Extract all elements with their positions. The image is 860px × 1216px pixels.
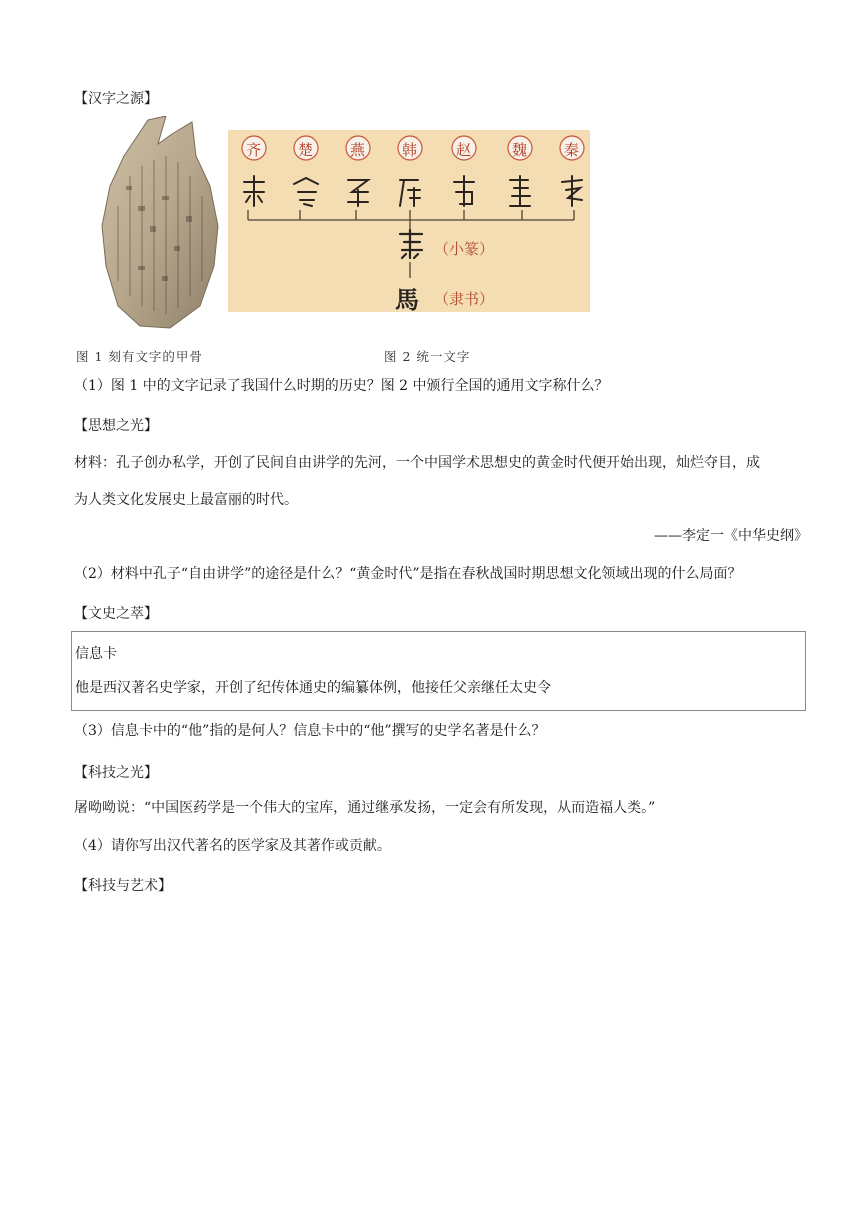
material-line-2: 为人类文化发展史上最富丽的时代。 <box>74 492 298 508</box>
section-heading-thought: 【思想之光】 <box>74 418 158 434</box>
label-small-seal: （小篆） <box>434 240 495 258</box>
section-heading-tech-art: 【科技与艺术】 <box>74 878 172 894</box>
question-4: （4）请你写出汉代著名的医学家及其著作或贡献。 <box>74 838 391 854</box>
section-heading-origin: 【汉字之源】 <box>74 91 158 107</box>
state-yan: 燕 <box>350 141 366 159</box>
label-clerical: （隶书） <box>434 290 495 308</box>
tu-youyou-quote: 屠呦呦说：“中国医药学是一个伟大的宝库，通过继承发扬，一定会有所发现，从而造福人类。” <box>74 800 656 816</box>
material-source: ——李定一《中华史纲》 <box>654 528 808 544</box>
state-chu: 楚 <box>298 141 314 159</box>
state-wei: 魏 <box>512 141 528 159</box>
oracle-bone-image <box>100 116 222 330</box>
section-heading-tech: 【科技之光】 <box>74 765 158 781</box>
material-line-1: 材料：孔子创办私学，开创了民间自由讲学的先河，一个中国学术思想史的黄金时代便开始出现，灿烂夺目，成 <box>74 455 760 471</box>
figure2-caption: 图 2 统一文字 <box>384 349 471 364</box>
state-qi: 齐 <box>246 141 262 159</box>
clerical-script-char: 馬 <box>395 285 419 314</box>
state-zhao: 赵 <box>456 141 472 159</box>
section-heading-history: 【文史之萃】 <box>74 606 158 622</box>
script-unification-diagram <box>228 130 590 312</box>
state-han: 韩 <box>402 141 418 159</box>
figure1-caption: 图 1 刻有文字的甲骨 <box>76 349 203 364</box>
question-2: （2）材料中孔子“自由讲学”的途径是什么？“黄金时代”是指在春秋战国时期思想文化领域出现的什么局面？ <box>74 566 742 582</box>
state-qin: 秦 <box>564 141 580 159</box>
question-1: （1）图 1 中的文字记录了我国什么时期的历史？图 2 中颁行全国的通用文字称什么？ <box>74 378 609 394</box>
question-3: （3）信息卡中的“他”指的是何人？信息卡中的“他”撰写的史学名著是什么？ <box>74 723 546 739</box>
info-card-text: 他是西汉著名史学家，开创了纪传体通史的编纂体例，他接任父亲继任太史令 <box>75 680 551 696</box>
info-card-title: 信息卡 <box>75 646 117 662</box>
info-card <box>71 631 806 711</box>
